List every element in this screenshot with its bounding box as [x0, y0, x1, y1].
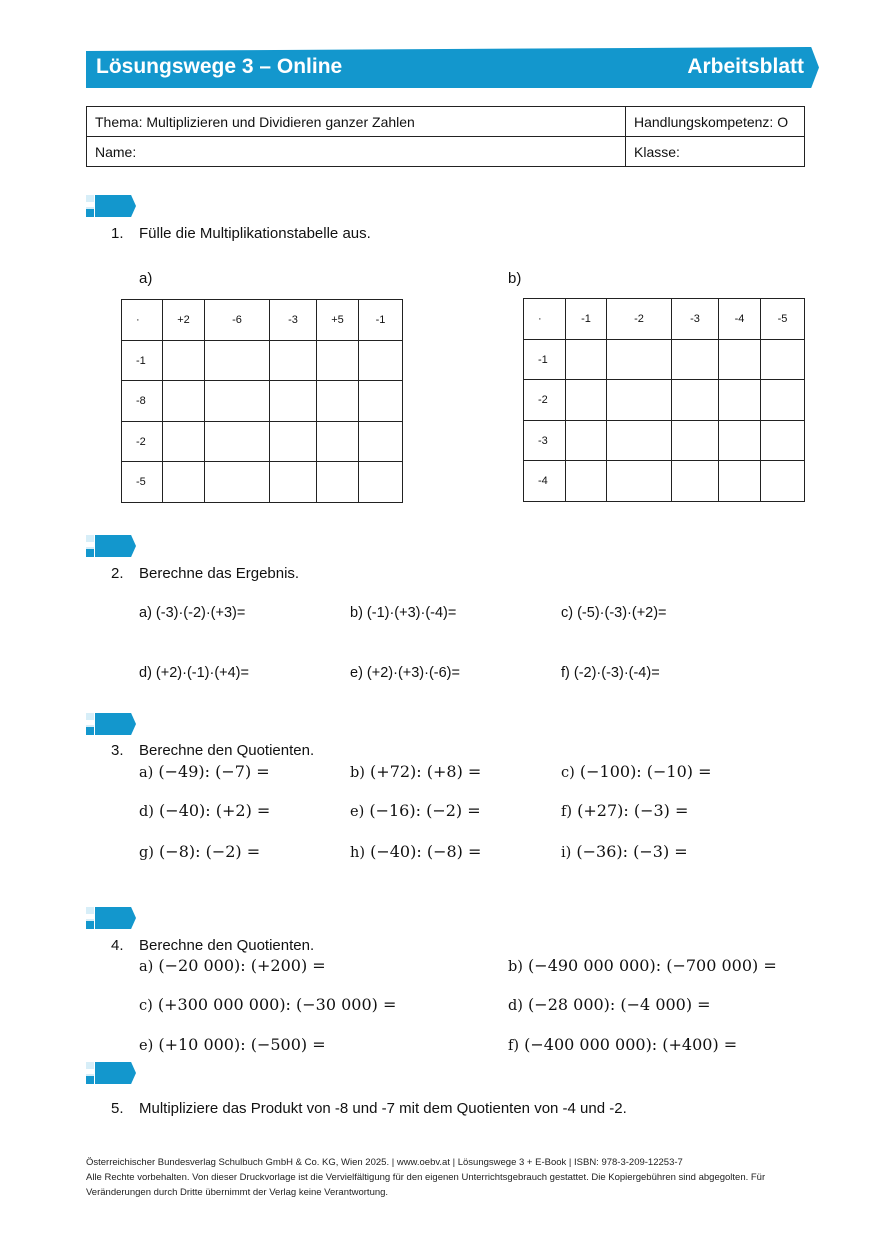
task2-number: 2.: [111, 565, 124, 582]
task1-text: Fülle die Multiplikationstabelle aus.: [139, 225, 371, 242]
answer-cell[interactable]: [317, 422, 359, 462]
column-header: +2: [163, 300, 205, 341]
column-header: -1: [359, 300, 403, 341]
exercise-item: b) (−490 000 000): (−700 000) =: [508, 956, 777, 975]
row-header: -3: [524, 421, 566, 461]
row-header: -4: [524, 461, 566, 502]
answer-cell[interactable]: [672, 461, 719, 502]
column-header: -3: [270, 300, 317, 341]
row-header: -2: [524, 380, 566, 421]
column-header: -4: [719, 299, 761, 340]
answer-cell[interactable]: [270, 462, 317, 503]
header-title: Lösungswege 3 – Online: [96, 55, 343, 78]
answer-cell[interactable]: [566, 380, 607, 421]
task5-text: Multipliziere das Produkt von -8 und -7 mit dem Quotienten von -4 und -2.: [139, 1100, 627, 1117]
row-header: -2: [122, 422, 163, 462]
exercise-item: e) (−16): (−2) =: [350, 801, 481, 820]
task5-number: 5.: [111, 1100, 124, 1117]
task1-number: 1.: [111, 225, 124, 242]
answer-cell[interactable]: [205, 462, 270, 503]
answer-cell[interactable]: [270, 381, 317, 422]
answer-cell[interactable]: [761, 340, 805, 380]
task2-text: Berechne das Ergebnis.: [139, 565, 300, 582]
footer: [86, 1155, 786, 1200]
answer-cell[interactable]: [317, 381, 359, 422]
row-header: -1: [524, 340, 566, 380]
answer-cell[interactable]: [761, 421, 805, 461]
answer-cell[interactable]: [205, 381, 270, 422]
footer-line: Alle Rechte vorbehalten. Von dieser Druckvorlage ist die Vervielfältigung für den eigenen Unterrichtsgebrauch gestattet. Die Kopiergebühren sind abgegolten. Für: [86, 1172, 766, 1183]
column-header: -6: [205, 300, 270, 341]
answer-cell[interactable]: [205, 341, 270, 381]
exercise-item: e) (+2)·(+3)·(-6)=: [350, 665, 460, 681]
exercise-item: a) (−49): (−7) =: [139, 762, 270, 781]
answer-cell[interactable]: [607, 340, 672, 380]
multiplication-table-b: [523, 298, 805, 502]
competence-cell: Handlungskompetenz: O: [626, 107, 805, 137]
answer-cell[interactable]: [359, 462, 403, 503]
table-corner: ·: [122, 300, 163, 341]
exercise-item: f) (−400 000 000): (+400) =: [508, 1035, 738, 1054]
multiplication-table-a: [121, 299, 403, 503]
answer-cell[interactable]: [270, 422, 317, 462]
answer-cell[interactable]: [359, 422, 403, 462]
answer-cell[interactable]: [163, 462, 205, 503]
exercise-item: c) (−100): (−10) =: [561, 762, 712, 781]
task3-number: 3.: [111, 742, 124, 759]
footer-line: Österreichischer Bundesverlag Schulbuch GmbH & Co. KG, Wien 2025. | www.oebv.at | Lösungswege 3 + E-Book | ISBN: 978-3-209-12253-7: [86, 1157, 683, 1168]
class-field[interactable]: Klasse:: [626, 137, 805, 167]
answer-cell[interactable]: [205, 422, 270, 462]
answer-cell[interactable]: [761, 461, 805, 502]
answer-cell[interactable]: [607, 461, 672, 502]
exercise-item: a) (−20 000): (+200) =: [139, 956, 326, 975]
exercise-item: d) (+2)·(-1)·(+4)=: [139, 665, 249, 681]
exercise-item: b) (-1)·(+3)·(-4)=: [350, 605, 457, 621]
task1-b-label: b): [508, 270, 522, 287]
column-header: -1: [566, 299, 607, 340]
answer-cell[interactable]: [719, 340, 761, 380]
task-marker-2: [86, 535, 136, 557]
answer-cell[interactable]: [607, 421, 672, 461]
exercise-item: g) (−8): (−2) =: [139, 842, 261, 861]
task1-a-label: a): [139, 270, 153, 287]
exercise-item: b) (+72): (+8) =: [350, 762, 482, 781]
answer-cell[interactable]: [317, 462, 359, 503]
answer-cell[interactable]: [163, 381, 205, 422]
answer-cell[interactable]: [719, 461, 761, 502]
table-corner: ·: [524, 299, 566, 340]
row-header: -8: [122, 381, 163, 422]
header-bar-tip: [806, 47, 819, 88]
header-worksheet-label: Arbeitsblatt: [687, 55, 804, 78]
task4-number: 4.: [111, 937, 124, 954]
footer-line: Veränderungen durch Dritte übernimmt der Verlag keine Verantwortung.: [86, 1187, 389, 1198]
topic-cell: Thema: Multiplizieren und Dividieren ganzer Zahlen: [87, 107, 626, 137]
exercise-item: f) (+27): (−3) =: [561, 801, 689, 820]
answer-cell[interactable]: [672, 421, 719, 461]
answer-cell[interactable]: [566, 461, 607, 502]
answer-cell[interactable]: [761, 380, 805, 421]
answer-cell[interactable]: [672, 340, 719, 380]
name-field[interactable]: Name:: [87, 137, 626, 167]
answer-cell[interactable]: [163, 422, 205, 462]
answer-cell[interactable]: [719, 421, 761, 461]
column-header: +5: [317, 300, 359, 341]
answer-cell[interactable]: [163, 341, 205, 381]
answer-cell[interactable]: [566, 340, 607, 380]
exercise-item: d) (−28 000): (−4 000) =: [508, 995, 711, 1014]
row-header: -1: [122, 341, 163, 381]
exercise-item: c) (-5)·(-3)·(+2)=: [561, 605, 667, 621]
answer-cell[interactable]: [672, 380, 719, 421]
exercise-item: i) (−36): (−3) =: [561, 842, 688, 861]
answer-cell[interactable]: [566, 421, 607, 461]
answer-cell[interactable]: [359, 381, 403, 422]
answer-cell[interactable]: [719, 380, 761, 421]
column-header: -5: [761, 299, 805, 340]
answer-cell[interactable]: [607, 380, 672, 421]
task4-text: Berechne den Quotienten.: [139, 937, 315, 954]
exercise-item: e) (+10 000): (−500) =: [139, 1035, 326, 1054]
column-header: -2: [607, 299, 672, 340]
info-table: [86, 106, 805, 167]
answer-cell[interactable]: [270, 341, 317, 381]
exercise-item: c) (+300 000 000): (−30 000) =: [139, 995, 397, 1014]
row-header: -5: [122, 462, 163, 503]
exercise-item: f) (-2)·(-3)·(-4)=: [561, 665, 660, 681]
answer-cell[interactable]: [317, 341, 359, 381]
answer-cell[interactable]: [359, 341, 403, 381]
task-marker-3: [86, 713, 136, 735]
exercise-item: a) (-3)·(-2)·(+3)=: [139, 605, 246, 621]
exercise-item: h) (−40): (−8) =: [350, 842, 482, 861]
task3-text: Berechne den Quotienten.: [139, 742, 315, 759]
exercise-item: d) (−40): (+2) =: [139, 801, 271, 820]
task-marker-5: [86, 1062, 136, 1084]
task-marker-4: [86, 907, 136, 929]
task-marker-1: [86, 195, 136, 217]
column-header: -3: [672, 299, 719, 340]
